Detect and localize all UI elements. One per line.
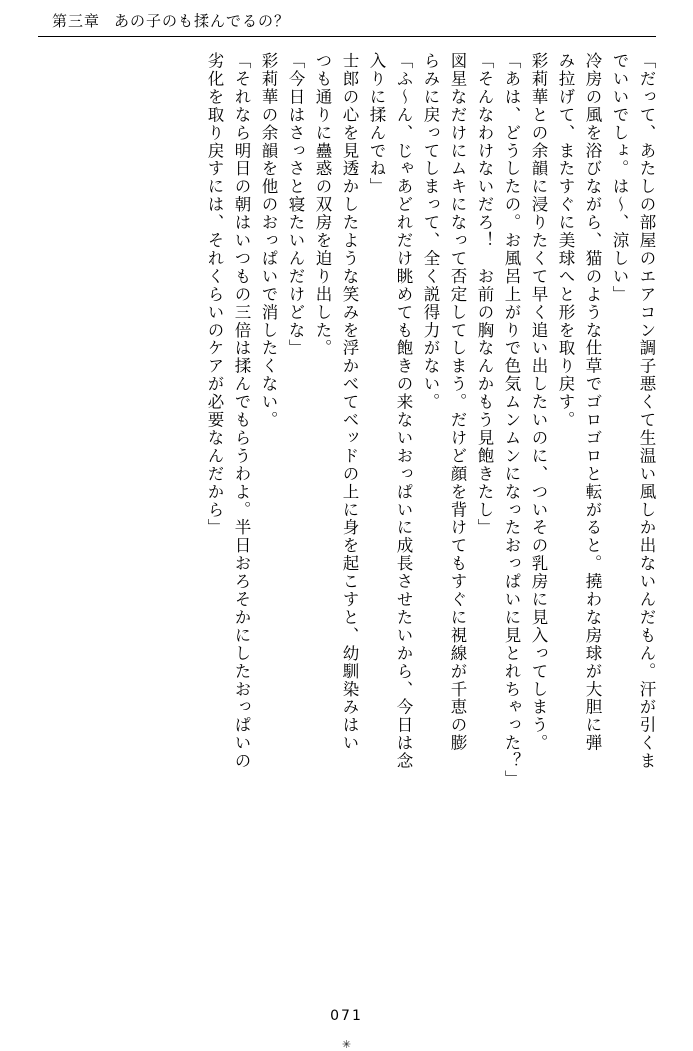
page-number: 071	[330, 1008, 363, 1024]
text-column: 「だって、あたしの部屋のエアコン調子悪くて生温い風しか出ないんだもん。汗が引くま	[637, 52, 656, 770]
chapter-title: あの子のも揉んでるの？	[114, 12, 291, 30]
text-column: 「あは、どうしたの。お風呂上がりで色気ムンムンになったおっぱいに見とれちゃった？」	[502, 52, 521, 788]
text-column: 「そんなわけないだろ！ お前の胸なんかもう見飽きたし」	[475, 52, 494, 537]
text-column: 「今日はさっさと寝たいんだけどな」	[286, 52, 305, 358]
chapter-number: 第三章	[52, 12, 101, 30]
text-column: 劣化を取り戻すには、それくらいのケアが必要なんだから」	[205, 52, 224, 537]
vertical-text-body	[40, 52, 654, 997]
text-column: でいいでしょ。は～、涼しい」	[610, 52, 629, 304]
text-column: 「それなら明日の朝はいつもの三倍は揉んでもらうわよ。半日おろそかにしたおっぱいの	[232, 52, 251, 770]
text-column: 冷房の風を浴びながら、猫のような仕草でゴロゴロと転がると。撓わな房球が大胆に弾	[583, 52, 602, 753]
header-divider	[38, 36, 656, 37]
text-column: 入りに揉んでね」	[367, 52, 386, 196]
text-column: 「ふ～ん、じゃあどれだけ眺めても飽きの来ないおっぱいに成長させたいから、今日は念	[394, 52, 413, 770]
chapter-header	[52, 10, 290, 31]
text-column: らみに戻ってしまって、全く説得力がない。	[421, 52, 440, 411]
page-ornament: ✳	[341, 1038, 352, 1051]
text-column: つも通りに蠱惑の双房を迫り出した。	[313, 52, 332, 358]
text-column: 図星なだけにムキになって否定してしまう。だけど顔を背けてもすぐに視線が千恵の膨	[448, 52, 467, 753]
text-column: 彩莉華の余韻を他のおっぱいで消したくない。	[259, 52, 278, 429]
text-column: 士郎の心を見透かしたような笑みを浮かべてベッドの上に身を起こすと、幼馴染みはい	[340, 52, 359, 753]
text-column: 彩莉華との余韻に浸りたくて早く追い出したいのに、ついその乳房に見入ってしまう。	[529, 52, 548, 753]
text-column: み拉げて、またすぐに美球へと形を取り戻す。	[556, 52, 575, 429]
